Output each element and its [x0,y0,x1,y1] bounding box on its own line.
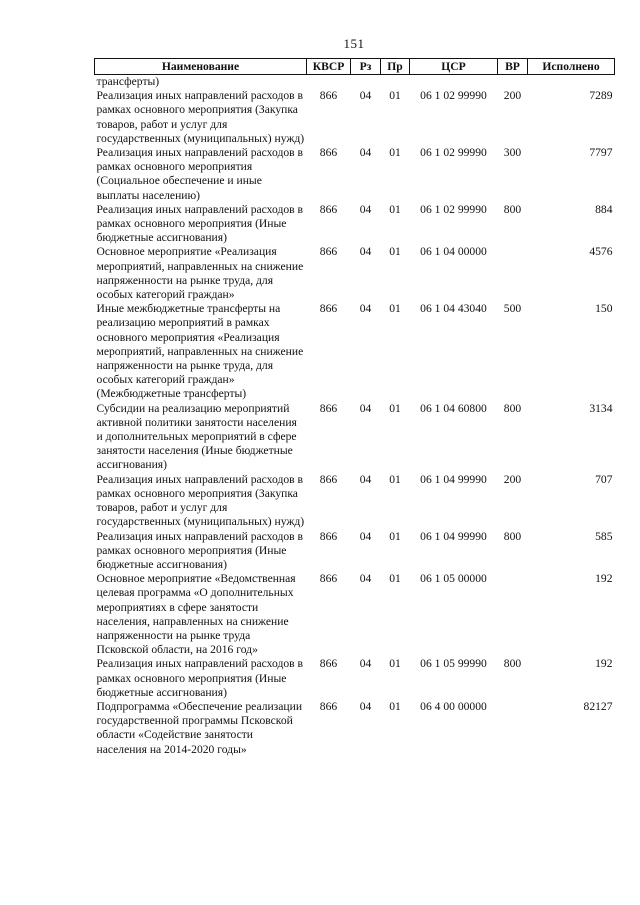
row-rz: 04 [359,699,372,713]
row-done: 7289 [589,89,613,103]
continuation-text: трансферты) [96,75,160,88]
table-row [95,245,615,302]
row-done: 150 [595,302,613,316]
row-pr: 01 [389,401,401,415]
row-csr: 06 1 05 99990 [420,657,487,671]
row-pr: 01 [389,529,401,543]
table-row [95,572,615,657]
row-csr: 06 1 02 99990 [420,146,487,160]
table-header-row [95,59,615,75]
row-csr: 06 1 04 43040 [420,302,487,316]
table-row [95,530,615,573]
row-kvsr: 866 [319,245,338,259]
table-row [95,302,615,401]
row-csr: 06 1 05 00000 [420,572,487,586]
row-pr: 01 [389,472,401,486]
row-csr: 06 1 02 99990 [420,202,487,216]
row-rz: 04 [359,302,372,316]
row-rz: 04 [359,202,372,216]
row-rz: 04 [359,657,372,671]
row-name: Реализация иных направлений расходов в рамках основного мероприятия (Иные бюджетные ассигнования) [96,202,303,245]
table-row [95,146,615,203]
header-vr: ВР [498,59,528,75]
row-kvsr: 866 [319,146,338,160]
row-rz: 04 [359,572,372,586]
row-vr [498,245,528,302]
row-vr: 800 [503,401,522,415]
row-csr: 06 4 00 00000 [420,699,487,713]
row-vr: 800 [503,202,522,216]
row-pr: 01 [389,202,401,216]
header-name: Наименование [95,59,307,75]
row-vr: 200 [503,472,522,486]
row-vr: 300 [503,146,522,160]
header-pr: Пр [381,59,410,75]
row-name: Реализация иных направлений расходов в рамках основного мероприятия (Закупка товаров, работ и услуг для государственных (муниципальных) нужд) [96,472,305,529]
row-rz: 04 [359,245,372,259]
row-kvsr: 866 [319,202,338,216]
table-row [95,203,615,246]
page-number: 151 [343,36,365,51]
row-vr: 200 [503,89,522,103]
row-done: 884 [595,202,613,216]
row-done: 7797 [589,146,613,160]
row-rz: 04 [359,89,372,103]
row-vr: 500 [503,302,522,316]
row-pr: 01 [389,146,401,160]
row-pr: 01 [389,302,401,316]
row-kvsr: 866 [319,472,338,486]
row-vr: 800 [503,657,522,671]
row-vr [498,700,528,757]
row-kvsr: 866 [319,657,338,671]
row-rz: 04 [359,472,372,486]
row-kvsr: 866 [319,572,338,586]
row-rz: 04 [359,146,372,160]
table-row [95,89,615,146]
row-name: Основное мероприятие «Ведомственная целевая программа «О дополнительных мероприятиях в сфере занятости населения, направленных на снижение напряженности на рынке труда Псковской области, на 2016 год» [96,572,296,657]
row-done: 585 [595,529,613,543]
row-kvsr: 866 [319,529,338,543]
row-kvsr: 866 [319,699,338,713]
row-pr: 01 [389,699,401,713]
row-rz: 04 [359,529,372,543]
header-done: Исполнено [528,59,615,75]
row-kvsr: 866 [319,89,338,103]
row-done: 4576 [589,245,613,259]
row-done: 192 [595,572,613,586]
row-name: Основное мероприятие «Реализация мероприятий, направленных на снижение напряженности на рынке труда, для особых категорий граждан» [96,245,304,302]
row-name: Реализация иных направлений расходов в рамках основного мероприятия (Иные бюджетные ассигнования) [96,657,303,699]
row-csr: 06 1 02 99990 [420,89,487,103]
row-done: 3134 [589,401,613,415]
row-name: Реализация иных направлений расходов в рамках основного мероприятия (Закупка товаров, работ и услуг для государственных (муниципальных) нужд) [96,89,305,145]
row-name: Субсидии на реализацию мероприятий активной политики занятости населения и дополнительных мероприятий в сфере занятости населения (Иные бюджетные ассигнования) [96,401,297,472]
row-csr: 06 1 04 00000 [420,245,487,259]
header-kvsr: КВСР [307,59,351,75]
row-rz: 04 [359,401,372,415]
row-pr: 01 [389,245,401,259]
budget-table [94,58,615,757]
table-row [95,700,615,757]
row-name: Подпрограмма «Обеспечение реализации государственной программы Псковской области «Содействие занятости населения на 2014-2020 годы» [96,699,303,756]
table-row [95,473,615,530]
row-kvsr: 866 [319,302,338,316]
header-csr: ЦСР [410,59,498,75]
row-vr: 800 [503,529,522,543]
row-vr [498,572,528,657]
row-name: Иные межбюджетные трансферты на реализацию мероприятий в рамках основного мероприятия «Реализация мероприятий, направленных на снижение напряженности на рынке труда, для особых категорий граждан» (Межбюджетные трансферты) [96,302,304,401]
row-done: 192 [595,657,613,671]
row-done: 707 [595,472,613,486]
row-csr: 06 1 04 99990 [420,529,487,543]
row-name: Реализация иных направлений расходов в рамках основного мероприятия (Социальное обеспечение и иные выплаты населению) [96,146,303,202]
table-row [95,402,615,473]
continuation-row [95,75,615,90]
row-csr: 06 1 04 60800 [420,401,487,415]
table-row [95,657,615,700]
row-csr: 06 1 04 99990 [420,472,487,486]
row-pr: 01 [389,572,401,586]
row-kvsr: 866 [319,401,338,415]
row-pr: 01 [389,657,401,671]
row-pr: 01 [389,89,401,103]
header-rz: Рз [351,59,381,75]
row-done: 82127 [583,699,613,713]
row-name: Реализация иных направлений расходов в рамках основного мероприятия (Иные бюджетные ассигнования) [96,529,303,571]
